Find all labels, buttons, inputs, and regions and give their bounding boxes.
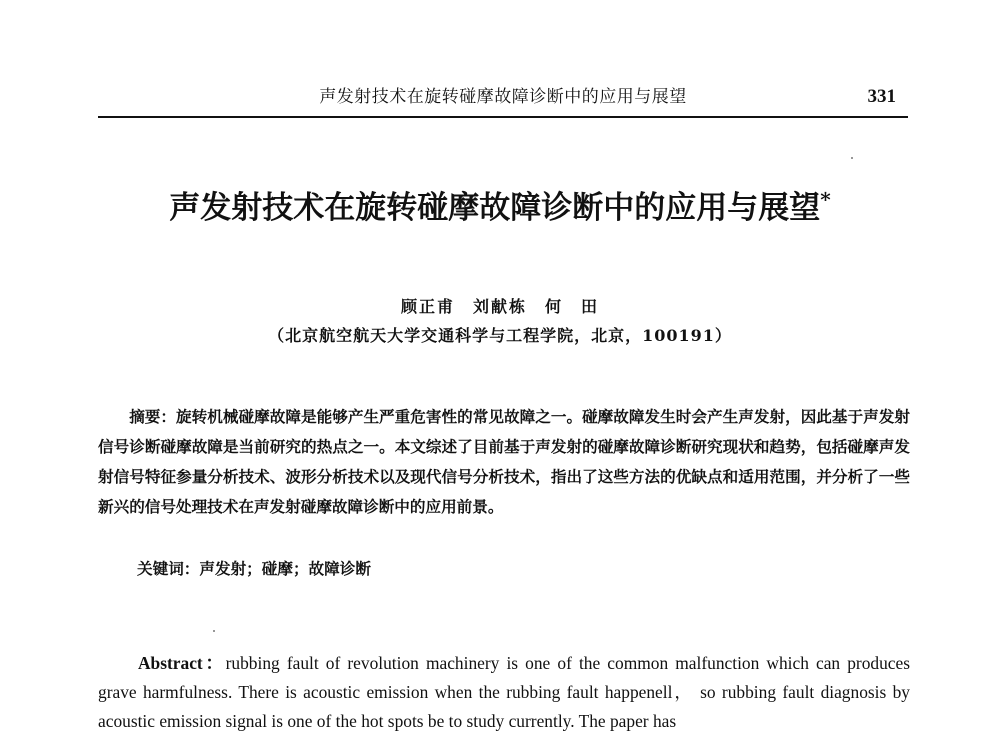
paper-title: [0, 188, 1000, 228]
english-abstract: [98, 649, 910, 736]
scan-speck: [213, 630, 215, 632]
affiliation: （北京航空航天大学交通科学与工程学院，北京，100191）: [268, 326, 732, 345]
keywords-text: 声发射；碰摩；故障诊断: [199, 559, 371, 578]
title-footnote-mark: *: [820, 187, 831, 212]
abstract-text: 旋转机械碰摩故障是能够产生严重危害性的常见故障之一。碰摩故障发生时会产生声发射，因此基于声发射信号诊断碰摩故障是当前研究的热点之一。本文综述了目前基于声发射的碰摩故障诊断研究现状和趋势，包括碰摩声发射信号特征参量分析技术、波形分析技术以及现代信号分析技术，指出了这些方法的优缺点和适用范围，并分析了一些新兴的信号处理技术在声发射碰摩故障诊断中的应用前景。: [98, 407, 910, 516]
english-abstract-label: Abstract：: [138, 653, 226, 673]
running-title: 声发射技术在旋转碰摩故障诊断中的应用与展望: [319, 87, 687, 107]
author-list: 顾正甫 刘献栋 何 田: [400, 297, 599, 316]
english-abstract-text: rubbing fault of revolution machinery is one of the common malfunction which can produces grave harmfulness. There is acoustic emission when the rubbing fault happenell， so rubbing fault diagnosis by acoustic emission signal is one of the hot spots be to study currently. The paper has: [98, 653, 911, 731]
chinese-abstract: [98, 402, 910, 522]
keywords: [137, 556, 907, 582]
page-number: 331: [867, 86, 896, 107]
paper-title-text: 声发射技术在旋转碰摩故障诊断中的应用与展望: [169, 190, 821, 226]
keywords-label: 关键词：: [137, 560, 200, 578]
abstract-label: 摘要：: [129, 408, 177, 426]
scan-speck: [851, 157, 853, 159]
running-head: [98, 86, 908, 110]
header-rule: [98, 116, 908, 118]
